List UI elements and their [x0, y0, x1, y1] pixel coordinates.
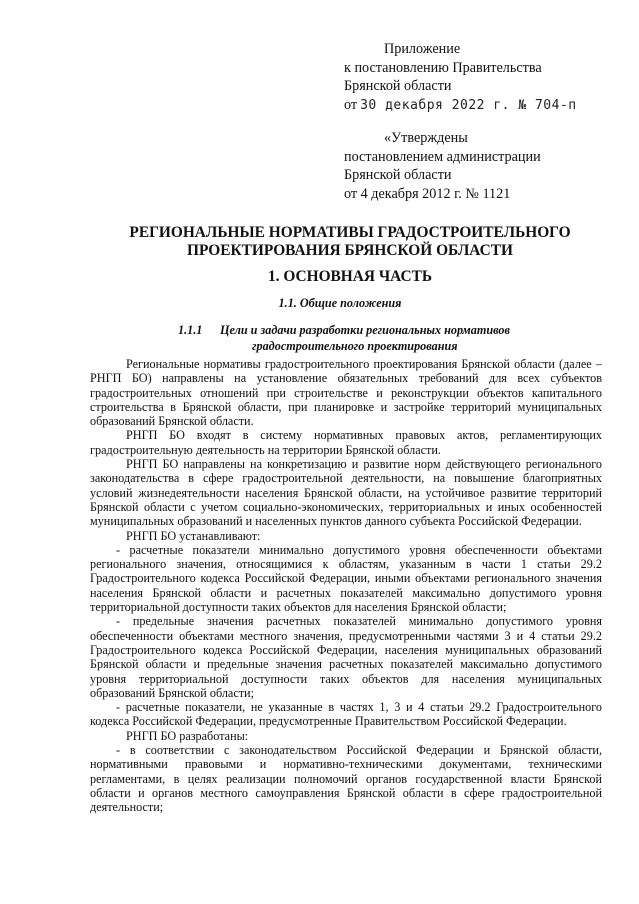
- subsubsection-title: Цели и задачи разработки региональных нормативов: [220, 323, 510, 337]
- subsubsection-number: 1.1.1: [178, 323, 203, 337]
- appendix-line: Приложение: [384, 41, 461, 57]
- subsubsection-line: [178, 322, 578, 338]
- approval-line: постановлением администрации: [344, 148, 541, 165]
- appendix-header: [344, 40, 624, 115]
- list-item: - в соответствии с законодательством Российской Федерации и Брянской области, нормативными правовыми и нормативно-техническими документами, техническими регламентами, в целях реализации полномочий органов государственной власти Брянской области и органов местного самоуправления Брянской области в сфере градостроительной деятельности;: [90, 743, 602, 815]
- appendix-date-line: [344, 96, 624, 116]
- date-prefix: от: [344, 96, 358, 113]
- approval-line: от 4 декабря 2012 г. № 1121: [344, 185, 511, 202]
- title-line: ПРОЕКТИРОВАНИЯ БРЯНСКОЙ ОБЛАСТИ: [186, 242, 514, 259]
- paragraph: Региональные нормативы градостроительного проектирования Брянской области (далее – РНГП БО) направлены на установление обязательных требований для всех субъектов градостроительных отношений при строительстве и реконструкции объектов капитального строительства в Брянской области, при планировке и застройке территорий муниципальных образований Брянской области.: [90, 357, 602, 429]
- list-item: - предельные значения расчетных показателей минимально допустимого уровня обеспеченности объектами местного значения, предусмотренными частями 3 и 4 статьи 29.2 Градостроительного кодекса Российской Федерации, населения муниципальных образований Брянской области и предельные значения расчетных показателей максимально допустимого уровня территориальной доступности таких объектов для населения муниципальных образований Брянской области;: [90, 614, 602, 700]
- paragraph: РНГП БО направлены на конкретизацию и развитие норм действующего регионального законодательства в сфере градостроительной деятельности, на повышение благоприятных условий жизнедеятельности населения Брянской области, на устойчивое развитие территорий Брянской области с учетом социально-экономических, территориальных и иных особенностей муниципальных образований и населенных пунктов данного субъекта Российской Федерации.: [90, 457, 602, 529]
- approval-block: [344, 129, 624, 203]
- subsection-heading: 1.1. Общие положения: [278, 296, 402, 310]
- decree-date-number: 30 декабря 2022 г. № 704-п: [360, 97, 577, 113]
- title-line: РЕГИОНАЛЬНЫЕ НОРМАТИВЫ ГРАДОСТРОИТЕЛЬНОГО: [129, 224, 571, 241]
- paragraph: РНГП БО входят в систему нормативных правовых актов, регламентирующих градостроительную деятельность на территории Брянской области.: [90, 428, 602, 457]
- approval-line: «Утверждены: [384, 130, 468, 146]
- appendix-line: к постановлению Правительства: [344, 59, 542, 76]
- section-heading: 1. ОСНОВНАЯ ЧАСТЬ: [267, 268, 433, 285]
- approval-line: Брянской области: [344, 167, 452, 183]
- paragraph: РНГП БО разработаны:: [126, 728, 249, 743]
- paragraph: РНГП БО устанавливают:: [126, 528, 261, 543]
- subsubsection-heading: [178, 322, 578, 354]
- document-body: [90, 357, 602, 815]
- subsubsection-line: градостроительного проектирования: [252, 339, 458, 353]
- list-item: - расчетные показатели минимально допустимого уровня обеспеченности объектами регионального значения, относящимися к областям, указанным в части 1 статьи 29.2 Градостроительного кодекса Российской Федерации, иными объектами регионального значения населения Брянской области и расчетных показателей максимально допустимого уровня территориальной доступности таких объектов для населения Брянской области;: [90, 542, 602, 615]
- appendix-line: Брянской области: [344, 78, 452, 94]
- document-title: [90, 224, 610, 260]
- list-item: - расчетные показатели, не указанные в частях 1, 3 и 4 статьи 29.2 Градостроительного кодекса Российской Федерации, предусмотренные Правительством Российской Федерации.: [90, 700, 602, 729]
